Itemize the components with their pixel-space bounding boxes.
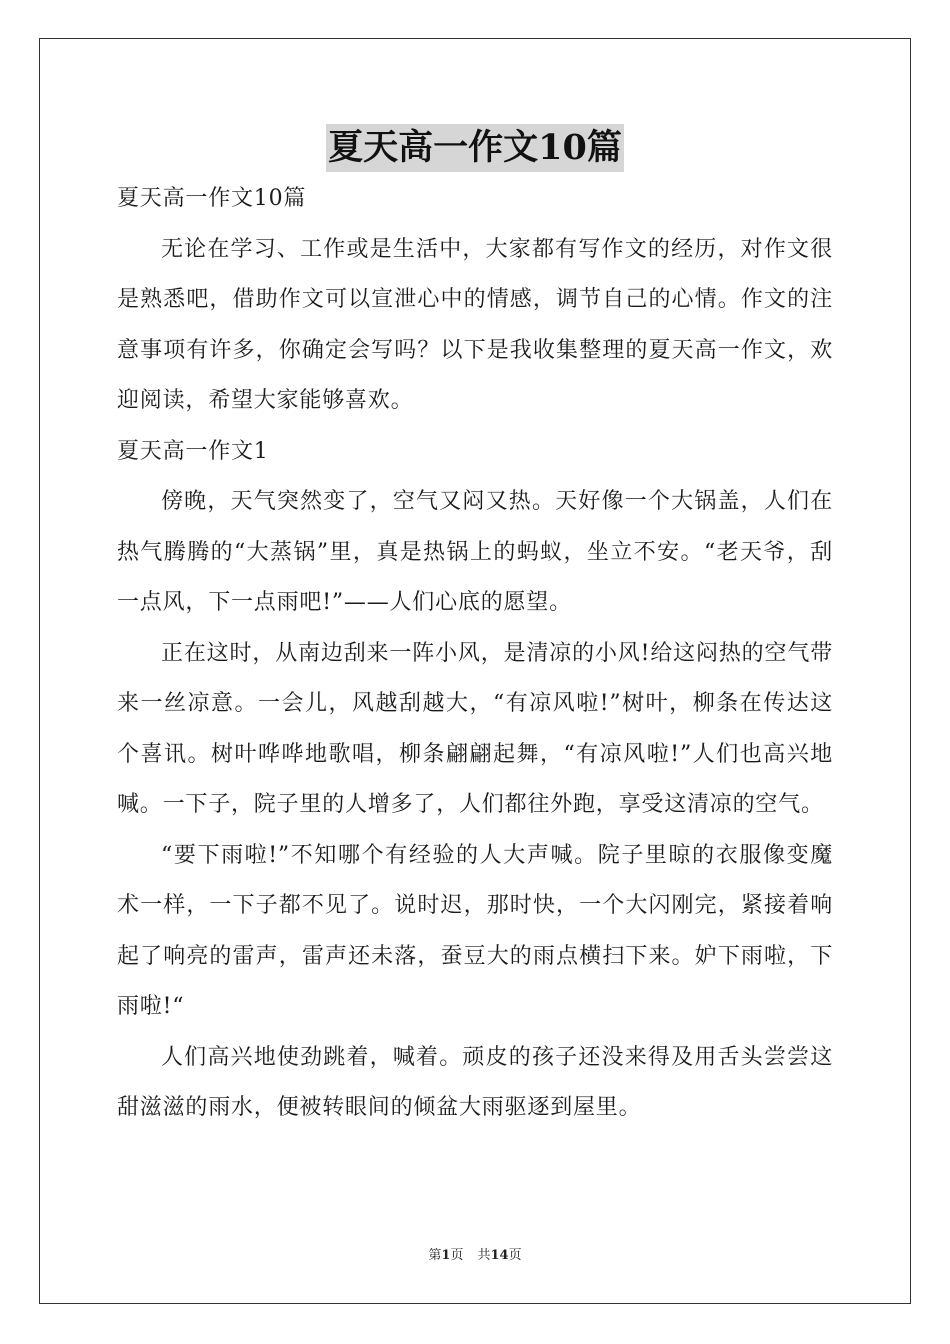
page-number-prefix: 第	[428, 1248, 442, 1263]
document-title-container	[0, 124, 950, 172]
total-pages-suffix: 页	[508, 1248, 522, 1263]
body-paragraph: “要下雨啦!”不知哪个有经验的人大声喊。院子里晾的衣服像变魔术一样，一下子都不见了。说时迟，那时快，一个大闪刚完，紧接着响起了响亮的雷声，雷声还未落，蚕豆大的雨点横扫下来。妒下雨啦，下雨啦!“	[117, 842, 833, 1019]
subtitle-line: 夏天高一作文10篇	[117, 186, 307, 211]
body-paragraph: 正在这时，从南边刮来一阵小风，是清凉的小风!给这闷热的空气带来一丝凉意。一会儿，风越刮越大，“有凉风啦!”树叶，柳条在传达这个喜讯。树叶哗哗地歌唱，柳条翩翩起舞，“有凉风啦!”人们也高兴地喊。一下子，院子里的人增多了，人们都往外跑，享受这清凉的空气。	[117, 640, 833, 817]
body-paragraph: 人们高兴地使劲跳着，喊着。顽皮的孩子还没来得及用舌头尝尝这甜滋滋的雨水，便被转眼间的倾盆大雨驱逐到屋里。	[117, 1044, 833, 1120]
body-paragraph: 傍晚，天气突然变了，空气又闷又热。天好像一个大锅盖，人们在热气腾腾的“大蒸锅”里，真是热锅上的蚂蚁，坐立不安。“老天爷，刮一点风，下一点雨吧!”——人们心底的愿望。	[117, 489, 833, 615]
total-pages-prefix: 共	[477, 1248, 491, 1263]
page-number-suffix: 页	[450, 1248, 464, 1263]
document-body	[117, 174, 833, 1134]
essay-heading: 夏天高一作文1	[117, 438, 269, 464]
intro-paragraph: 无论在学习、工作或是生活中，大家都有写作文的经历，对作文很是熟悉吧，借助作文可以宣泄心中的情感，调节自己的心情。作文的注意事项有许多，你确定会写吗？以下是我收集整理的夏天高一作文，欢迎阅读，希望大家能够喜欢。	[117, 236, 833, 413]
total-pages: 14	[490, 1248, 509, 1263]
page-footer	[0, 1247, 950, 1265]
page-number: 1	[441, 1248, 451, 1263]
document-title: 夏天高一作文10篇	[326, 124, 624, 172]
